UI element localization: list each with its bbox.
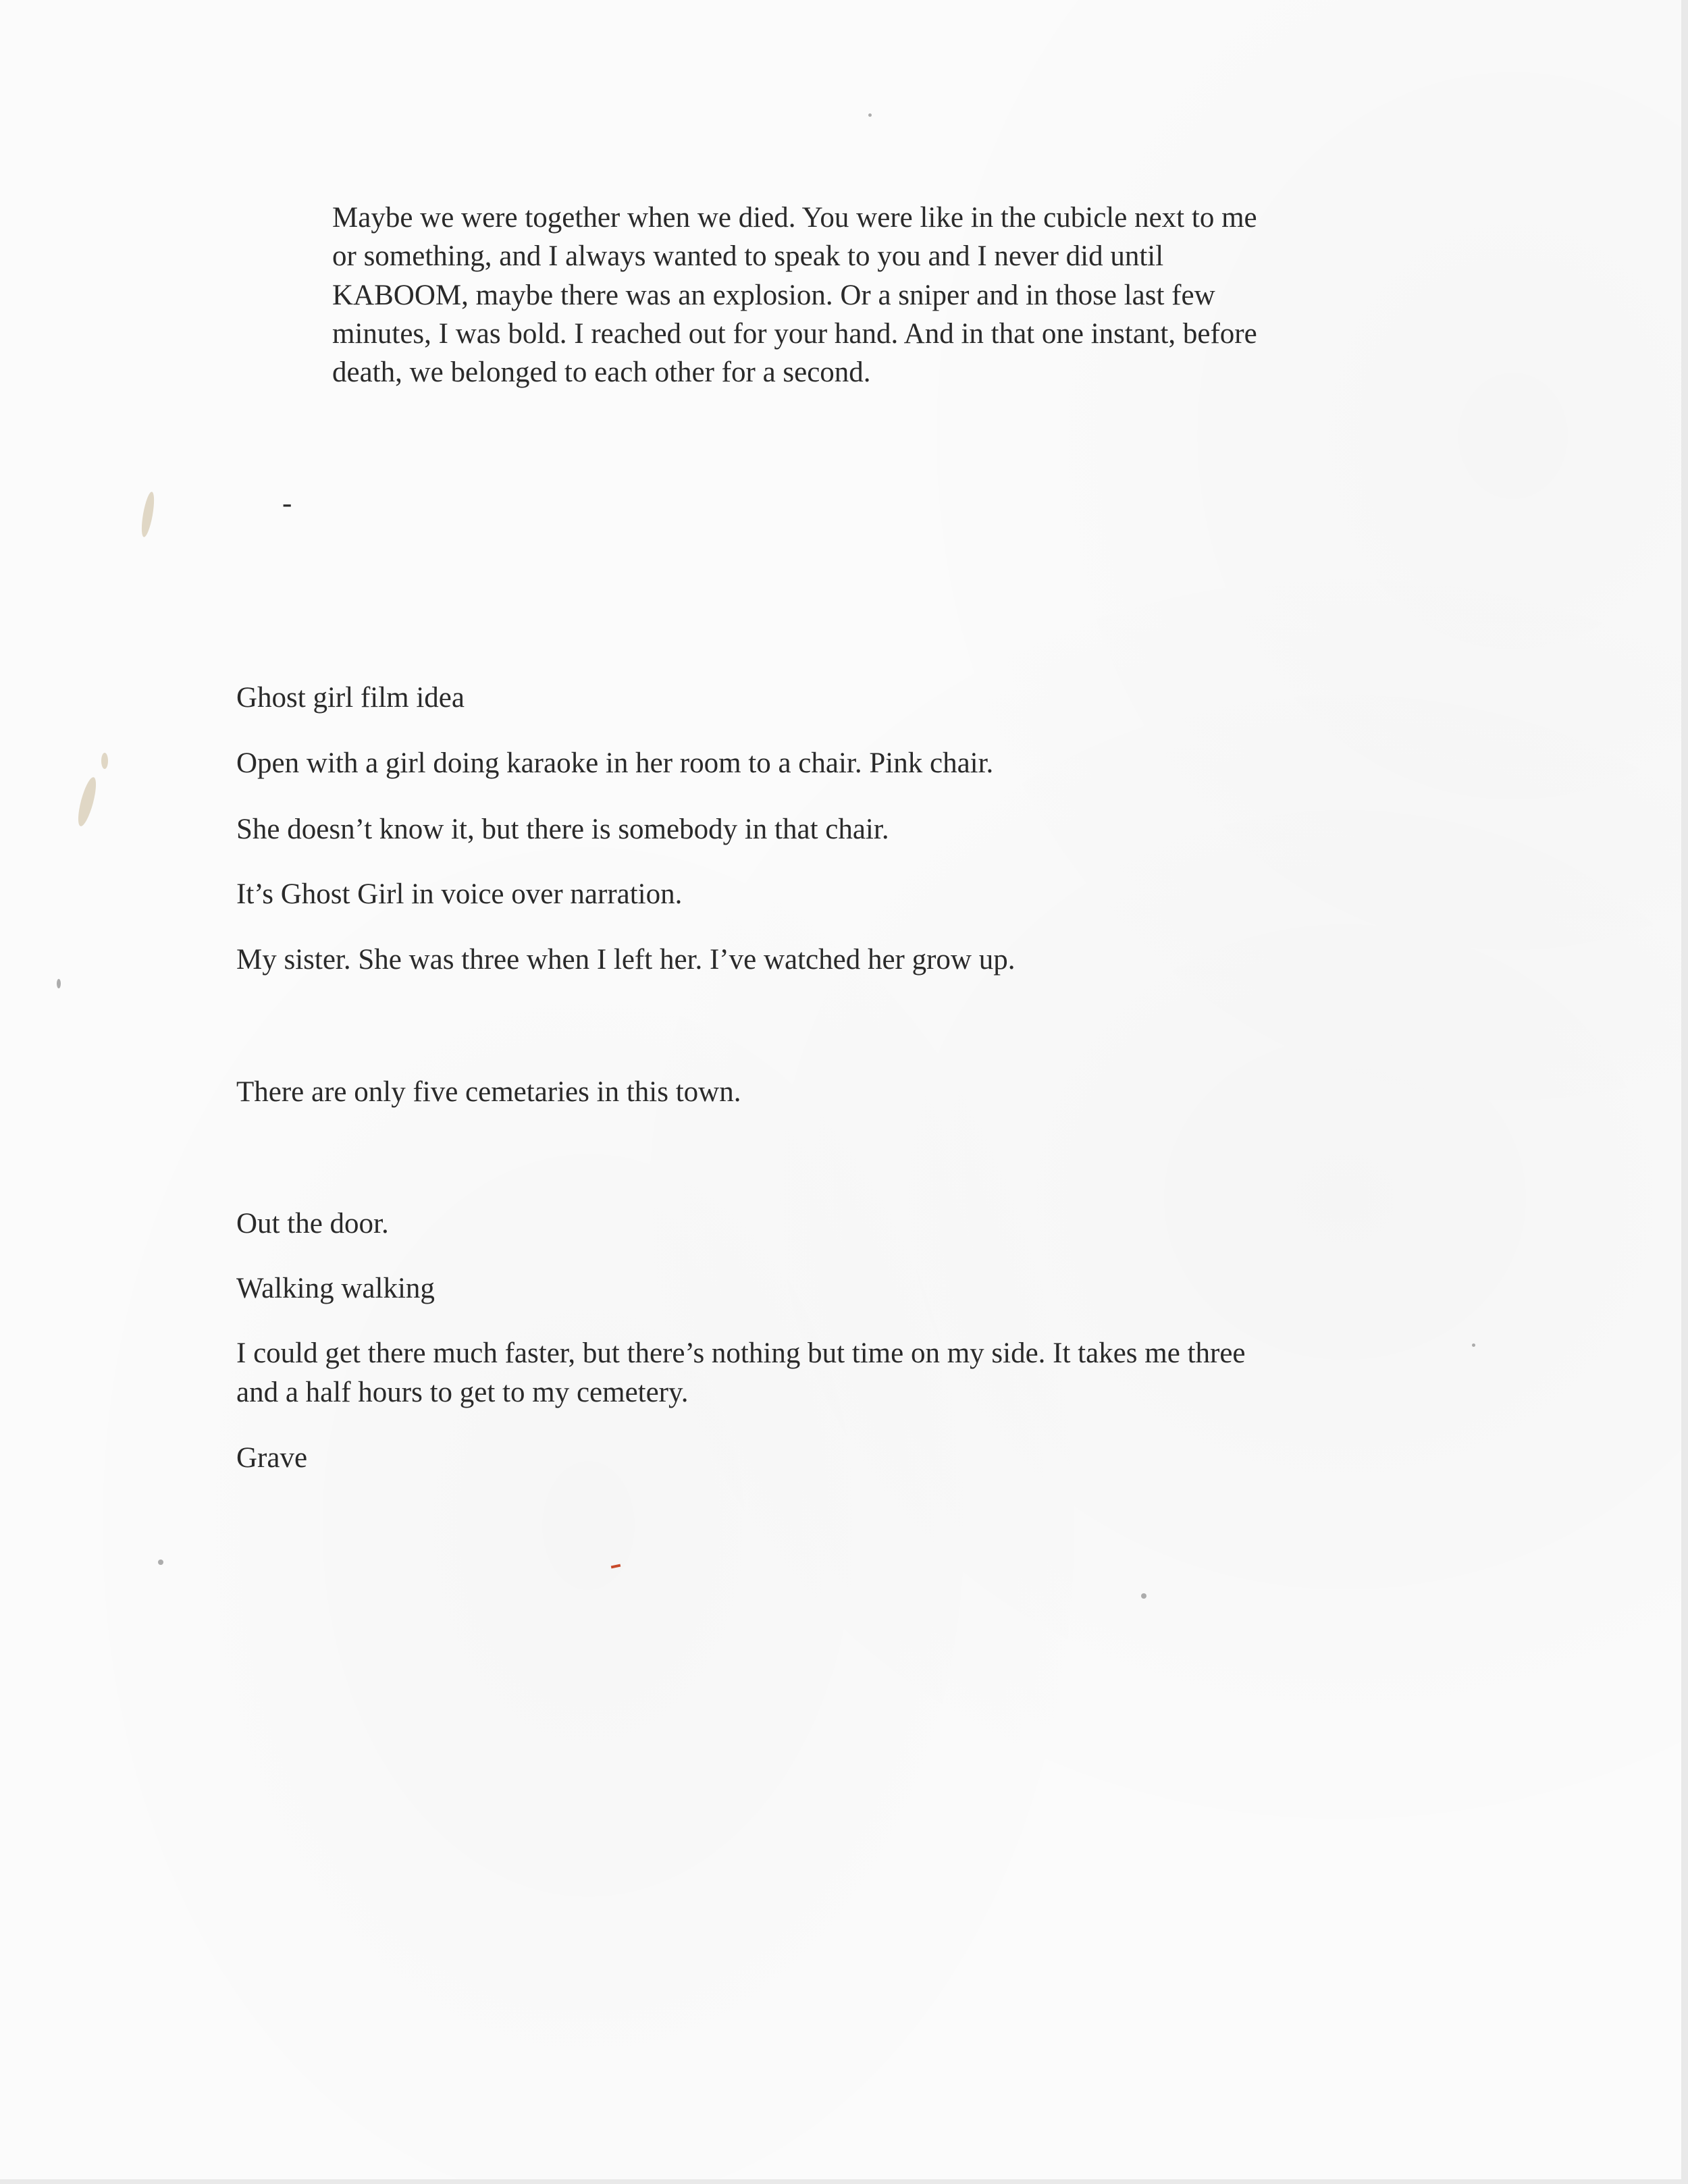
paper-stain xyxy=(139,491,157,537)
paragraph-line: KABOOM, maybe there was an explosion. Or a sniper and in those last few xyxy=(332,279,1215,311)
section-heading: Ghost girl film idea xyxy=(236,682,465,714)
text-line: Walking walking xyxy=(236,1273,435,1304)
text-line: Grave xyxy=(236,1442,308,1474)
paper-speck xyxy=(158,1560,163,1565)
text-line: There are only five cemetaries in this town. xyxy=(236,1076,741,1108)
text-line: She doesn’t know it, but there is somebody in that chair. xyxy=(236,814,889,845)
paper-speck xyxy=(57,979,61,988)
paper-speck xyxy=(868,113,872,117)
paper-speck xyxy=(1472,1343,1475,1347)
paragraph-line: and a half hours to get to my cemetery. xyxy=(236,1377,689,1408)
text-line: My sister. She was three when I left her. I’ve watched her grow up. xyxy=(236,944,1016,976)
paper-stain xyxy=(75,776,100,828)
paragraph-line: Maybe we were together when we died. You were like in the cubicle next to me xyxy=(332,202,1257,234)
paragraph-line: death, we belonged to each other for a second. xyxy=(332,356,871,388)
text-line: It’s Ghost Girl in voice over narration. xyxy=(236,878,683,910)
paragraph-line: or something, and I always wanted to speak to you and I never did until xyxy=(332,240,1164,272)
paper-speck xyxy=(1141,1593,1146,1599)
text-line: Open with a girl doing karaoke in her room to a chair. Pink chair. xyxy=(236,747,994,779)
paragraph-line: minutes, I was bold. I reached out for your hand. And in that one instant, before xyxy=(332,318,1257,350)
paragraph-line: I could get there much faster, but there’s nothing but time on my side. It takes me three xyxy=(236,1337,1246,1369)
text-line: Out the door. xyxy=(236,1208,389,1240)
dash-mark: - xyxy=(282,487,292,519)
paper-stain xyxy=(101,753,108,769)
paper-speck xyxy=(611,1564,621,1569)
